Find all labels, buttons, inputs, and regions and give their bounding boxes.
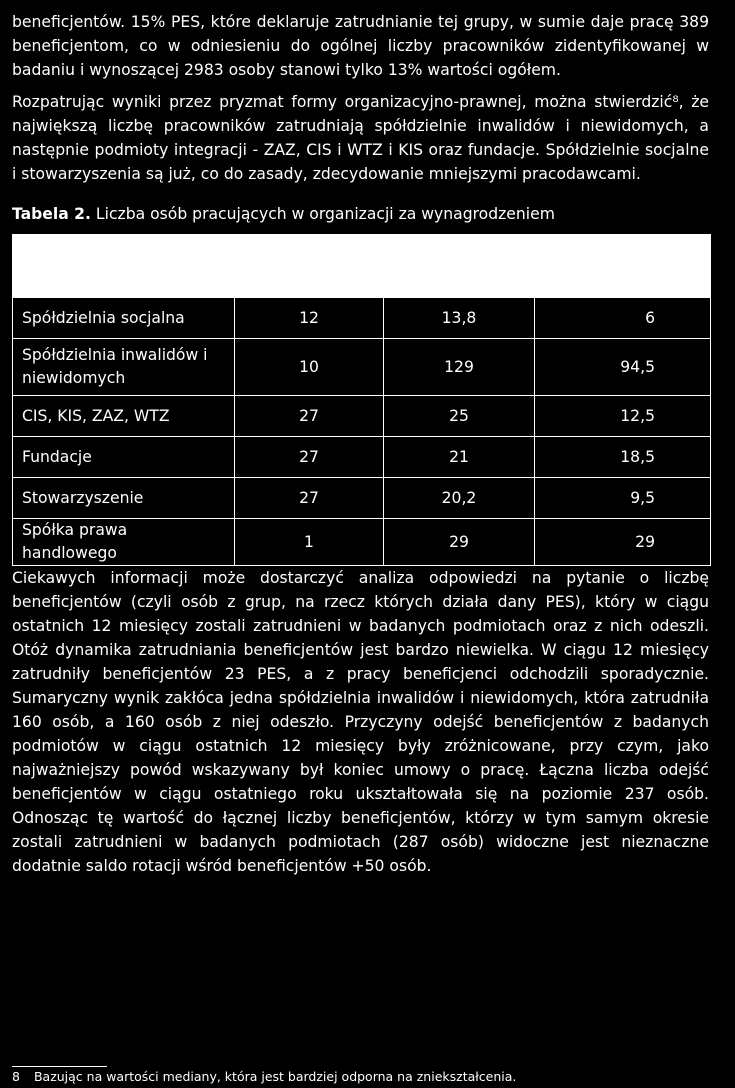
footnote-divider xyxy=(12,1066,107,1067)
employment-table xyxy=(12,234,711,566)
row-value-3: 94,5 xyxy=(535,339,711,396)
row-value-2: 29 xyxy=(384,519,535,566)
intro-paragraph-2: Rozpatrując wyniki przez pryzmat formy organizacyjno-prawnej, można stwierdzić⁸, że największą liczbę pracowników zatrudniają spółdzielnie inwalidów i niewidomych, a następnie podmioty integracji - ZAZ, CIS i WTZ i KIS oraz fundacje. Spółdzielnie socjalne i stowarzyszenia są już, co do zasady, zdecydowanie mniejszymi pracodawcami. xyxy=(12,93,709,183)
table-row xyxy=(13,437,711,478)
row-value-3: 6 xyxy=(535,298,711,339)
intro-paragraph-1: beneficjentów. 15% PES, które deklaruje zatrudnianie tej grupy, w sumie daje pracę 389 beneficjentom, co w odniesieniu do ogólnej liczby pracowników zidentyfikowanej w badaniu i wynoszącej 2983 osoby stanowi tylko 13% wartości ogółem. xyxy=(12,13,709,79)
table-caption-label: Tabela 2. xyxy=(12,205,91,223)
row-value-2: 20,2 xyxy=(384,478,535,519)
row-value-3: 18,5 xyxy=(535,437,711,478)
header-cell-blank xyxy=(384,235,535,298)
row-value-1: 27 xyxy=(235,437,384,478)
row-name: Spółdzielnia inwalidów i niewidomych xyxy=(13,339,235,396)
table-row xyxy=(13,519,711,566)
row-name: CIS, KIS, ZAZ, WTZ xyxy=(13,396,235,437)
row-value-3: 12,5 xyxy=(535,396,711,437)
table-container xyxy=(12,234,709,566)
header-cell-blank xyxy=(535,235,711,298)
row-value-1: 10 xyxy=(235,339,384,396)
row-value-3: 29 xyxy=(535,519,711,566)
row-value-2: 25 xyxy=(384,396,535,437)
row-value-1: 12 xyxy=(235,298,384,339)
row-name: Stowarzyszenie xyxy=(13,478,235,519)
row-value-1: 1 xyxy=(235,519,384,566)
header-cell-blank xyxy=(13,235,235,298)
footnote-number: 8 xyxy=(12,1069,20,1084)
row-value-1: 27 xyxy=(235,478,384,519)
table-row xyxy=(13,396,711,437)
table-row xyxy=(13,478,711,519)
row-value-2: 21 xyxy=(384,437,535,478)
row-value-3: 9,5 xyxy=(535,478,711,519)
footnote-text: Bazując na wartości mediany, która jest bardziej odporna na zniekształcenia. xyxy=(33,1069,517,1084)
table-row xyxy=(13,298,711,339)
table-caption xyxy=(12,202,709,226)
row-value-1: 27 xyxy=(235,396,384,437)
row-name: Spółka prawa handlowego xyxy=(13,519,235,566)
row-value-2: 129 xyxy=(384,339,535,396)
table-header-row xyxy=(13,235,711,298)
document-page xyxy=(12,10,709,878)
row-value-2: 13,8 xyxy=(384,298,535,339)
header-cell-blank xyxy=(235,235,384,298)
analysis-paragraph: Ciekawych informacji może dostarczyć analiza odpowiedzi na pytanie o liczbę beneficjentów (czyli osób z grup, na rzecz których działa dany PES), który w ciągu ostatnich 12 miesięcy zostali zatrudnieni w badanych podmiotach oraz z nich odeszli. Otóż dynamika zatrudniania beneficjentów jest bardzo niewielka. W ciągu 12 miesięcy zatrudniły beneficjentów 23 PES, a z pracy beneficjenci odchodzili sporadycznie. Sumaryczny wynik zakłóca jedna spółdzielnia inwalidów i niewidomych, która zatrudniła 160 osób, a 160 osób z niej odeszło. Przyczyny odejść beneficjentów z badanych podmiotów w ciągu ostatnich 12 miesięcy były zróżnicowane, przy czym, jako najważniejszy powód wskazywany był koniec umowy o pracę. Łączna liczba odejść beneficjentów w ciągu ostatniego roku ukształtowała się na poziomie 237 osób. Odnosząc tę wartość do łącznej liczby beneficjentów, którzy w tym samym okresie zostali zatrudnieni w badanych podmiotach (287 osób) widoczne jest nieznaczne dodatnie saldo rotacji wśród beneficjentów +50 osób. xyxy=(12,569,709,875)
row-name: Fundacje xyxy=(13,437,235,478)
row-name: Spółdzielnia socjalna xyxy=(13,298,235,339)
table-caption-text: Liczba osób pracujących w organizacji za wynagrodzeniem xyxy=(90,205,555,223)
footnote xyxy=(12,1069,516,1085)
table-row xyxy=(13,339,711,396)
